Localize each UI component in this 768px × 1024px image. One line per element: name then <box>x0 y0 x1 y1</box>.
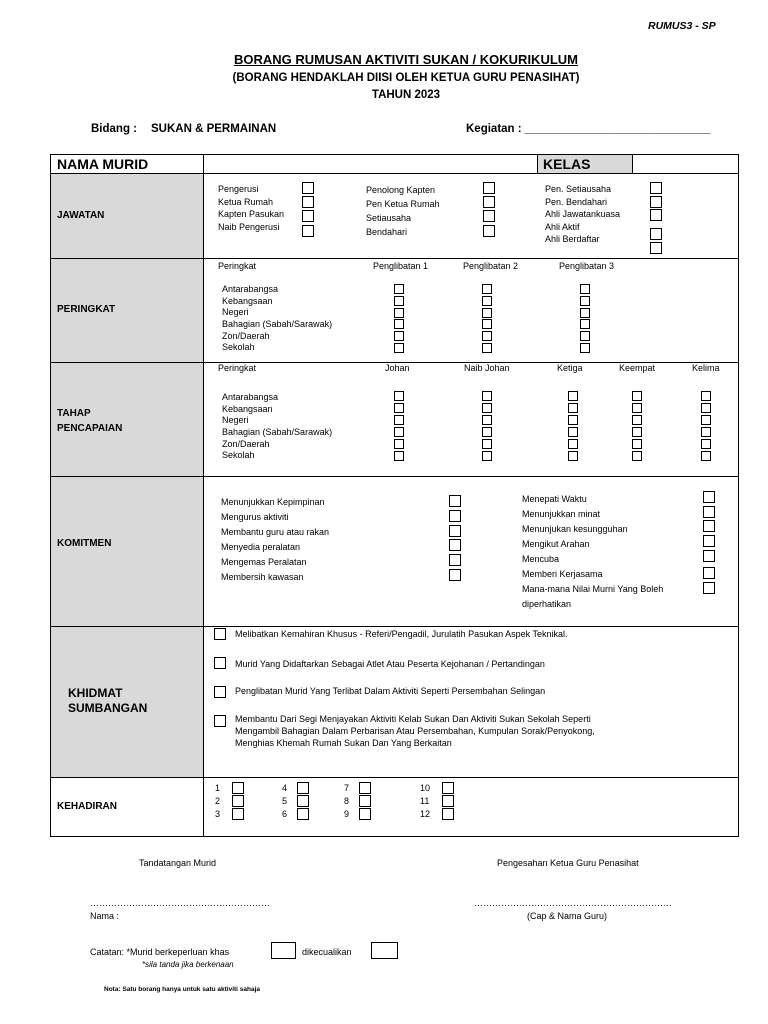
checkbox[interactable] <box>703 535 715 547</box>
form-subtitle: (BORANG HENDAKLAH DIISI OLEH KETUA GURU PENASIHAT) <box>232 72 580 84</box>
checkbox[interactable] <box>482 308 492 318</box>
checkbox[interactable] <box>580 331 590 341</box>
khidmat-item-2: Murid Yang Didaftarkan Sebagai Atlet Atau Peserta Kejohanan / Pertandingan <box>235 659 545 669</box>
checkbox[interactable] <box>703 567 715 579</box>
checkbox[interactable] <box>442 795 454 807</box>
kehadiran-number: 4 <box>282 783 288 793</box>
khidmat-item-1: Melibatkan Kemahiran Khusus - Referi/Pengadil, Jurulatih Pasukan Aspek Teknikal. <box>235 629 568 639</box>
checkbox[interactable] <box>302 210 314 222</box>
johan-header: Johan <box>385 363 410 373</box>
checkbox[interactable] <box>214 657 226 669</box>
form-year: TAHUN 2023 <box>371 89 441 101</box>
checkbox[interactable] <box>394 308 404 318</box>
kelas-input[interactable] <box>633 155 738 173</box>
penglibatan-1-header: Penglibatan 1 <box>373 261 429 271</box>
checkbox[interactable] <box>703 491 715 503</box>
sila-tanda-note: *sila tanda jika berkenaan <box>142 960 234 969</box>
peringkat-heading: Peringkat <box>218 261 257 271</box>
checkbox[interactable] <box>297 782 309 794</box>
checkbox[interactable] <box>214 715 226 727</box>
checkbox[interactable] <box>483 225 495 237</box>
checkbox[interactable] <box>632 427 642 437</box>
checkbox[interactable] <box>703 520 715 532</box>
kehadiran-number: 5 <box>282 796 288 806</box>
checkbox[interactable] <box>701 427 711 437</box>
checkbox[interactable] <box>568 403 578 413</box>
checkbox[interactable] <box>568 427 578 437</box>
checkbox[interactable] <box>394 439 404 449</box>
checkbox[interactable] <box>703 506 715 518</box>
checkbox[interactable] <box>580 296 590 306</box>
checkbox[interactable] <box>701 391 711 401</box>
kehadiran-number: 11 <box>420 796 430 806</box>
checkbox[interactable] <box>394 391 404 401</box>
penglibatan-3-header: Penglibatan 3 <box>559 261 615 271</box>
kehadiran-number: 12 <box>420 809 431 819</box>
checkbox[interactable] <box>297 795 309 807</box>
checkbox[interactable] <box>568 415 578 425</box>
checkbox[interactable] <box>214 686 226 698</box>
pencapaian-label: TAHAP PENCAPAIAN <box>57 408 123 434</box>
bidang-label: Bidang : <box>91 123 137 135</box>
checkbox[interactable] <box>580 308 590 318</box>
cap-nama-guru-label: (Cap & Nama Guru) <box>527 911 608 921</box>
checkbox[interactable] <box>482 284 492 294</box>
checkbox[interactable] <box>650 182 662 194</box>
checkbox[interactable] <box>449 495 461 507</box>
nama-murid-label: NAMA MURID <box>57 156 149 172</box>
checkbox[interactable] <box>650 196 662 208</box>
kelas-label: KELAS <box>543 156 591 172</box>
checkbox[interactable] <box>232 782 244 794</box>
berkeperluan-khas-checkbox[interactable] <box>271 942 296 959</box>
checkbox[interactable] <box>394 427 404 437</box>
checkbox[interactable] <box>232 795 244 807</box>
pencapaian-heading: Peringkat <box>218 363 257 373</box>
checkbox[interactable] <box>394 331 404 341</box>
keempat-header: Keempat <box>619 363 656 373</box>
checkbox[interactable] <box>214 628 226 640</box>
khidmat-item-3: Penglibatan Murid Yang Terlibat Dalam Aktiviti Seperti Persembahan Selingan <box>235 686 546 696</box>
jawatan-label: JAWATAN <box>57 210 105 221</box>
kegiatan-field[interactable]: Kegiatan : _____________________________ <box>466 123 711 135</box>
checkbox[interactable] <box>394 415 404 425</box>
checkbox[interactable] <box>482 331 492 341</box>
checkbox[interactable] <box>394 403 404 413</box>
pengesahan-label: Pengesahan Ketua Guru Penasihat <box>497 858 639 868</box>
checkbox[interactable] <box>394 343 404 353</box>
checkbox[interactable] <box>483 196 495 208</box>
peringkat-label: PERINGKAT <box>57 304 116 315</box>
checkbox[interactable] <box>632 439 642 449</box>
checkbox[interactable] <box>650 242 662 254</box>
signature-line-guru[interactable]: ………………………………………………………… <box>474 898 672 908</box>
checkbox[interactable] <box>650 228 662 240</box>
checkbox[interactable] <box>701 415 711 425</box>
checkbox[interactable] <box>580 284 590 294</box>
kehadiran-number: 7 <box>344 783 350 793</box>
checkbox[interactable] <box>482 439 492 449</box>
checkbox[interactable] <box>568 391 578 401</box>
checkbox[interactable] <box>483 210 495 222</box>
komitmen-left-list: Menunjukkan Kepimpinan Mengurus aktiviti Membantu guru atau rakan Menyedia peralatan Mengemas Peralatan Membersih kawasan <box>221 497 330 582</box>
form-code: RUMUS3 - SP <box>648 20 716 32</box>
kehadiran-number: 2 <box>215 796 221 806</box>
checkbox[interactable] <box>442 808 454 820</box>
penglibatan-2-header: Penglibatan 2 <box>463 261 519 271</box>
checkbox[interactable] <box>483 182 495 194</box>
checkbox[interactable] <box>359 795 371 807</box>
checkbox[interactable] <box>449 569 461 581</box>
khidmat-item-4: Membantu Dari Segi Menjayakan Aktiviti Kelab Sukan Dan Aktiviti Sukan Sekolah Seperti Mengambil Bahagian Dalam Perbarisan Atau Persembahan, Kumpulan Sorak/Penyokong, Menghias Khemah Rumah Sukan Dan Yang Berkaitan <box>235 714 595 748</box>
checkbox[interactable] <box>568 451 578 461</box>
checkbox[interactable] <box>580 343 590 353</box>
kelima-header: Kelima <box>692 363 720 373</box>
checkbox[interactable] <box>359 808 371 820</box>
checkbox[interactable] <box>482 343 492 353</box>
checkbox[interactable] <box>482 403 492 413</box>
checkbox[interactable] <box>359 782 371 794</box>
khidmat-label: KHIDMAT SUMBANGAN <box>68 686 148 715</box>
jawatan-col1: Pengerusi Ketua Rumah Kapten Pasukan Naib Pengerusi <box>218 184 285 232</box>
checkbox[interactable] <box>482 296 492 306</box>
checkbox[interactable] <box>302 225 314 237</box>
checkbox[interactable] <box>302 182 314 194</box>
checkbox[interactable] <box>482 319 492 329</box>
peringkat-levels: Antarabangsa Kebangsaan Negeri Bahagian (Sabah/Sarawak) Zon/Daerah Sekolah <box>222 284 333 353</box>
checkbox[interactable] <box>449 510 461 522</box>
dikecualikan-checkbox[interactable] <box>371 942 398 959</box>
checkbox[interactable] <box>449 539 461 551</box>
checkbox[interactable] <box>297 808 309 820</box>
checkbox[interactable] <box>650 209 662 221</box>
checkbox[interactable] <box>703 550 715 562</box>
signature-line-murid[interactable]: …………………………………………………… <box>90 898 270 908</box>
checkbox[interactable] <box>632 403 642 413</box>
checkbox[interactable] <box>701 439 711 449</box>
ketiga-header: Ketiga <box>557 363 583 373</box>
naib-johan-header: Naib Johan <box>464 363 510 373</box>
jawatan-col3: Pen. Setiausaha Pen. Bendahari Ahli Jawatankuasa Ahli Aktif Ahli Berdaftar <box>545 184 621 244</box>
pencapaian-levels: Antarabangsa Kebangsaan Negeri Bahagian (Sabah/Sarawak) Zon/Daerah Sekolah <box>222 392 333 461</box>
dikecualikan-label: dikecualikan <box>302 947 352 957</box>
kehadiran-number: 8 <box>344 796 350 806</box>
nota: Nota: Satu borang hanya untuk satu aktiviti sahaja <box>104 986 261 993</box>
checkbox[interactable] <box>442 782 454 794</box>
checkbox[interactable] <box>394 319 404 329</box>
form-title: BORANG RUMUSAN AKTIVITI SUKAN / KOKURIKULUM <box>233 52 578 67</box>
checkbox[interactable] <box>701 451 711 461</box>
checkbox[interactable] <box>703 582 715 594</box>
checkbox[interactable] <box>394 451 404 461</box>
kehadiran-number: 1 <box>215 783 221 793</box>
nama-label: Nama : <box>90 911 120 921</box>
checkbox[interactable] <box>580 319 590 329</box>
checkbox[interactable] <box>394 284 404 294</box>
kehadiran-number: 9 <box>344 809 350 819</box>
checkbox[interactable] <box>482 391 492 401</box>
komitmen-label: KOMITMEN <box>57 538 112 549</box>
kehadiran-label: KEHADIRAN <box>57 801 117 812</box>
tandatangan-murid-label: Tandatangan Murid <box>139 858 217 868</box>
kehadiran-number: 3 <box>215 809 221 819</box>
nama-murid-input[interactable] <box>204 155 537 173</box>
bidang-value: SUKAN & PERMAINAN <box>151 123 277 135</box>
checkbox[interactable] <box>632 391 642 401</box>
checkbox[interactable] <box>482 427 492 437</box>
komitmen-right-list: Menepati Waktu Menunjukkan minat Menunjukan kesungguhan Mengikut Arahan Mencuba Memberi Kerjasama Mana-mana Nilai Murni Yang Boleh diperhatikan <box>522 494 664 609</box>
checkbox[interactable] <box>449 525 461 537</box>
jawatan-col2: Penolong Kapten Pen Ketua Rumah Setiausaha Bendahari <box>366 185 440 237</box>
checkbox[interactable] <box>568 439 578 449</box>
checkbox[interactable] <box>482 415 492 425</box>
checkbox[interactable] <box>449 554 461 566</box>
kehadiran-number: 10 <box>420 783 431 793</box>
kehadiran-number: 6 <box>282 809 288 819</box>
checkbox[interactable] <box>701 403 711 413</box>
checkbox[interactable] <box>302 196 314 208</box>
checkbox[interactable] <box>394 296 404 306</box>
checkbox[interactable] <box>632 415 642 425</box>
checkbox[interactable] <box>632 451 642 461</box>
catatan-label: Catatan: *Murid berkeperluan khas <box>90 947 230 957</box>
checkbox[interactable] <box>482 451 492 461</box>
checkbox[interactable] <box>232 808 244 820</box>
